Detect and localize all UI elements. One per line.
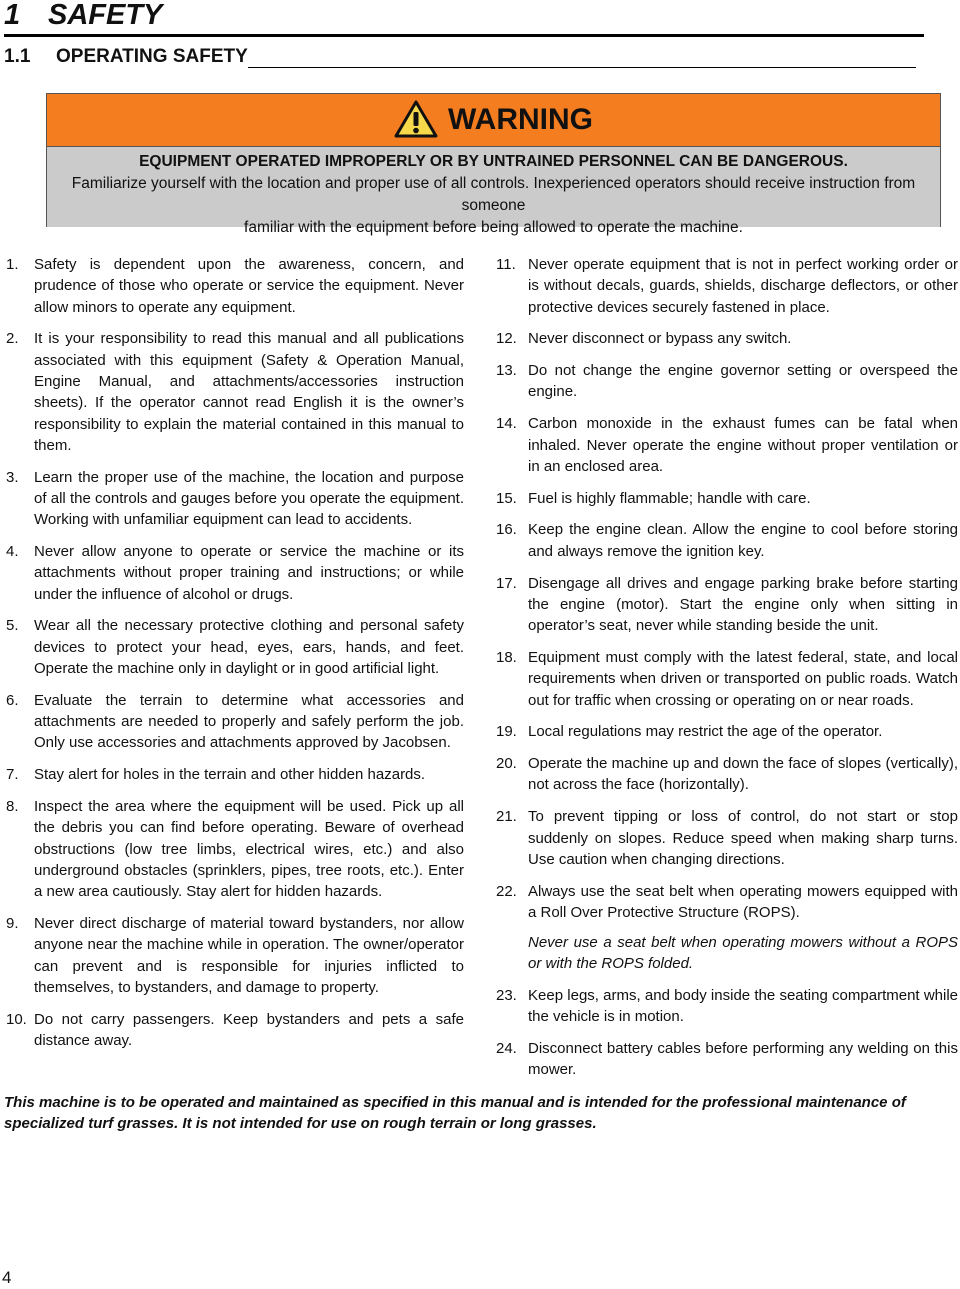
item-text: Fuel is highly flammable; handle with care. (528, 489, 811, 507)
chapter-heading (4, 0, 924, 37)
item-text: Keep the engine clean. Allow the engine to cool before storing and always remove the ignition key. (528, 521, 958, 560)
item-text: Equipment must comply with the latest federal, state, and local requirements when driven or transported on public roads. Watch out for traffic when crossing or operating on or near roads. (528, 648, 958, 709)
list-item (496, 519, 958, 562)
list-item (496, 721, 958, 742)
item-text: Never allow anyone to operate or service the machine or its attachments without proper training and instructions; or while under the influence of alcohol or drugs. (34, 543, 464, 603)
list-item (6, 467, 464, 531)
item-number: 24. (496, 1039, 517, 1057)
item-number: 6. (6, 691, 19, 709)
item-number: 14. (496, 415, 517, 433)
list-item (6, 913, 464, 998)
list-item (6, 254, 464, 318)
item-text: Never disconnect or bypass any switch. (528, 330, 792, 348)
item-number: 11. (496, 256, 516, 273)
item-text: To prevent tipping or loss of control, do not start or stop suddenly on slopes. Reduce speed when making sharp turns. Use caution when changing directions. (528, 808, 958, 868)
item-number: 15. (496, 489, 517, 507)
item-text: It is your responsibility to read this manual and all publications associated with this equipment (Safety & Operation Manual, Engine Manual, and attachments/accessories instruction sheets). If the operator cannot read English it is the owner’s responsibility to explain the material contained in this manual to them. (34, 330, 464, 454)
warning-headline: EQUIPMENT OPERATED IMPROPERLY OR BY UNTRAINED PERSONNEL CAN BE DANGEROUS. (139, 153, 848, 170)
item-number: 17. (496, 574, 517, 592)
section-rule (248, 67, 916, 68)
list-item (6, 328, 464, 456)
item-text: Safety is dependent upon the awareness, concern, and prudence of those who operate or service the equipment. Never allow minors to operate any equipment. (34, 256, 464, 316)
item-number: 5. (6, 617, 19, 635)
list-item (6, 541, 464, 605)
item-number: 9. (6, 915, 19, 933)
item-number: 18. (496, 648, 517, 666)
list-item (496, 647, 958, 711)
page-number: 4 (2, 1268, 12, 1287)
item-number: 1. (6, 256, 19, 273)
item-number: 12. (496, 330, 517, 348)
list-item (496, 753, 958, 796)
warning-body (47, 147, 940, 236)
warning-text-line-1: Familiarize yourself with the location and proper use of all controls. Inexperienced operators should receive instruction from someone (71, 175, 916, 214)
item-number: 7. (6, 766, 19, 784)
item-number: 21. (496, 808, 517, 826)
item-text: Inspect the area where the equipment will be used. Pick up all the debris you can find before operating. Beware of overhead obstructions (low tree limbs, electrical wires, etc.) and also underground obstacles (sprinklers, pipes, tree roots, etc.). Enter a new area cautiously. Stay alert for hidden hazards. (34, 798, 464, 901)
list-item (496, 360, 958, 403)
left-column (6, 254, 464, 1062)
list-item (496, 328, 958, 349)
seat-belt-note: Never use a seat belt when operating mowers without a ROPS or with the ROPS folded. (528, 933, 958, 973)
list-item (6, 764, 464, 785)
list-item (6, 796, 464, 902)
item-text: Do not change the engine governor setting or overspeed the engine. (528, 362, 958, 401)
item-number: 22. (496, 882, 517, 900)
list-item (496, 413, 958, 477)
item-number: 19. (496, 723, 517, 741)
list-item (496, 573, 958, 637)
list-item (496, 254, 958, 318)
item-text: Never operate equipment that is not in perfect working order or is without decals, guards, shields, discharge deflectors, or other protective devices securely fastened in place. (528, 256, 958, 316)
list-item (6, 690, 464, 754)
list-item (496, 985, 958, 1028)
item-text: Learn the proper use of the machine, the location and purpose of all the controls and gauges before you operate the equipment. Working with unfamiliar equipment can lead to accidents. (34, 468, 464, 529)
item-text: Operate the machine up and down the face of slopes (vertically), not across the face (horizontally). (528, 755, 958, 794)
list-item (496, 488, 958, 509)
right-column (496, 254, 958, 1091)
section-number: 1.1 (4, 46, 31, 67)
item-text: Keep legs, arms, and body inside the seating compartment while the vehicle is in motion. (528, 986, 958, 1026)
item-number: 2. (6, 330, 19, 348)
item-number: 8. (6, 798, 19, 816)
warning-triangle-icon (394, 100, 438, 138)
item-text: Never direct discharge of material toward bystanders, nor allow anyone near the machine while in operation. The owner/operator can prevent and is responsible for injuries inflicted to themselves, to bystanders, and damage to property. (34, 915, 464, 996)
item-text: Local regulations may restrict the age of the operator. (528, 723, 883, 741)
list-item (496, 881, 958, 924)
item-text: Do not carry passengers. Keep bystanders and pets a safe distance away. (34, 1010, 464, 1049)
item-number: 23. (496, 986, 517, 1004)
item-text: Wear all the necessary protective clothing and personal safety devices to protect your head, eyes, ears, hands, and feet. Operate the machine only in daylight or in good artificial light. (34, 617, 464, 678)
list-item (496, 806, 958, 870)
item-number: 10. (6, 1010, 27, 1028)
item-number: 4. (6, 543, 19, 561)
warning-text-line-2: familiar with the equipment before being allowed to operate the machine. (244, 219, 743, 236)
list-item (6, 1009, 464, 1052)
item-text: Disengage all drives and engage parking brake before starting the engine (motor). Start the engine only when sitting in operator’s seat, never while standing beside the unit. (528, 574, 958, 635)
section-heading (4, 46, 916, 68)
item-text: Carbon monoxide in the exhaust fumes can be fatal when inhaled. Never operate the engine without proper ventilation or in an enclosed area. (528, 415, 958, 475)
item-number: 13. (496, 362, 517, 380)
item-text: Stay alert for holes in the terrain and other hidden hazards. (34, 766, 426, 784)
warning-box (46, 93, 941, 236)
item-number: 16. (496, 521, 517, 539)
footer-note: This machine is to be operated and maintained as specified in this manual and is intended for the professional maintenance of specialized turf grasses. It is not intended for use on rough terrain or long grasses. (4, 1094, 906, 1133)
list-item (6, 615, 464, 679)
section-title: OPERATING SAFETY (56, 46, 248, 67)
item-number: 20. (496, 755, 517, 773)
item-text: Evaluate the terrain to determine what accessories and attachments are needed to properly and safely perform the job. Only use accessories and attachments approved by Jacobsen. (34, 691, 464, 752)
warning-title: WARNING (448, 103, 593, 136)
chapter-number: 1 (4, 0, 21, 31)
item-text: Disconnect battery cables before performing any welding on this mower. (528, 1039, 958, 1079)
warning-header (47, 94, 940, 147)
item-text: Always use the seat belt when operating mowers equipped with a Roll Over Protective Structure (ROPS). (528, 882, 958, 921)
item-number: 3. (6, 468, 19, 486)
chapter-title: SAFETY (48, 0, 163, 31)
list-item (496, 1038, 958, 1081)
